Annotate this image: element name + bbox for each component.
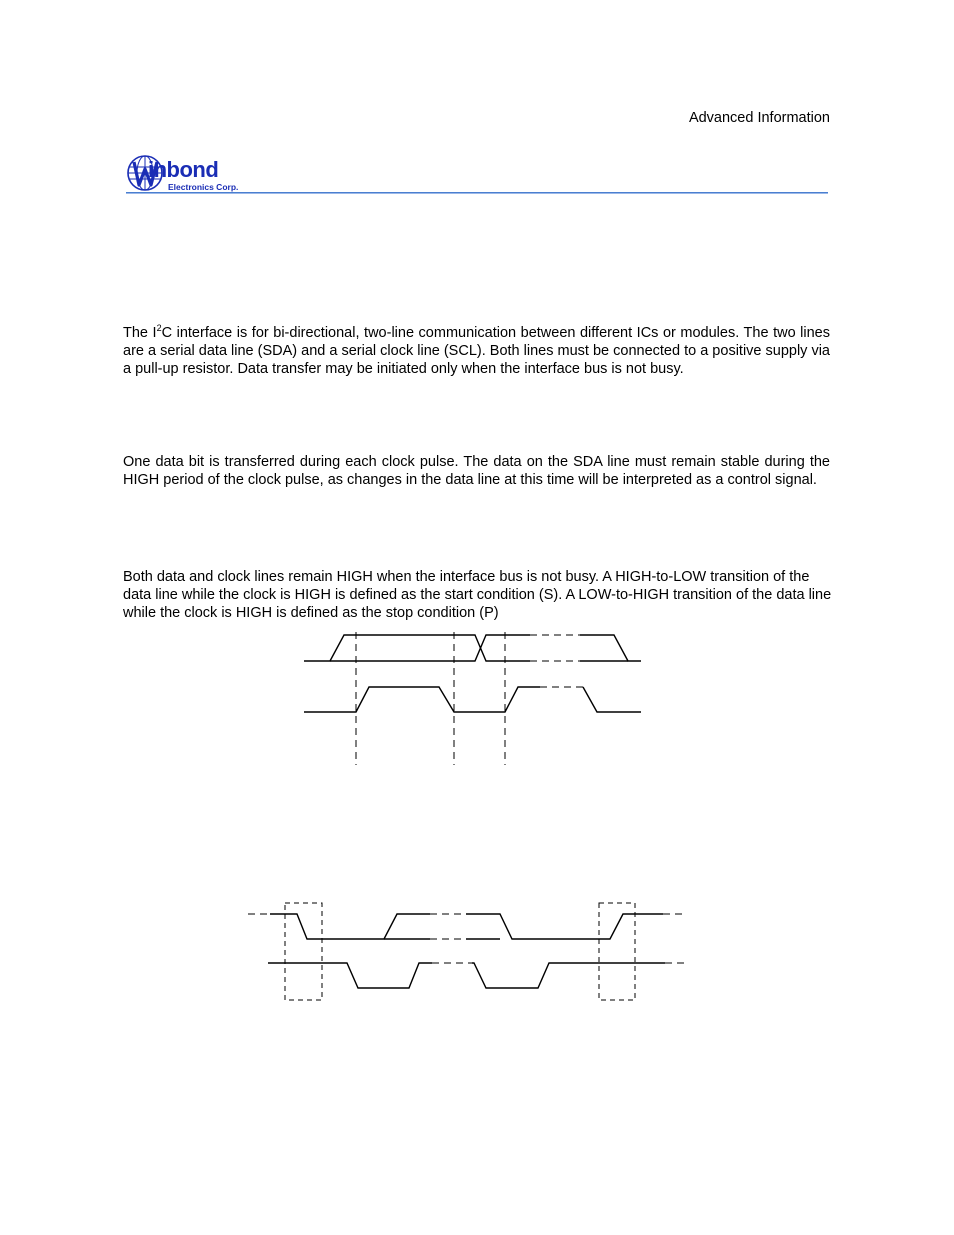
scl2-wave-b <box>472 963 665 988</box>
start-condition-box <box>285 903 322 1000</box>
sda-low-rail <box>304 635 530 661</box>
logo-subtitle: Electronics Corp. <box>168 182 239 192</box>
p1-text-post: C interface is for bi-directional, two-line communication between different ICs or modules. The two lines are a serial data line (SDA) and a serial clock line (SCL). Both lines must be connected to a positive supply via a pull-up resistor. Data transfer may be initiated only when the interface bus is not busy. <box>123 325 831 377</box>
p1-text-pre: The I <box>123 325 157 341</box>
sda2-mid <box>466 914 663 939</box>
logo-wordmark: inbond <box>148 157 219 182</box>
p1-superscript: 2 <box>156 323 162 334</box>
scl2-wave-a <box>268 963 432 988</box>
bit-transfer-diagram <box>304 632 641 765</box>
sda-high-rail <box>330 635 530 661</box>
sda-high-end <box>580 635 641 661</box>
start-stop-diagram <box>248 903 685 1000</box>
header-advanced-information: Advanced Information <box>688 110 830 126</box>
paragraph-bit-transfer: One data bit is transferred during each clock pulse. The data on the SDA line must remain stable during the HIGH period of the clock pulse, as changes in the data line at this time will be interpreted as a control signal. <box>123 454 830 488</box>
sda2-start <box>270 914 430 939</box>
scl-wave-b <box>583 687 641 712</box>
paragraph-start-stop: Both data and clock lines remain HIGH when the interface bus is not busy. A HIGH-to-LOW transition of the data line while the clock is HIGH is defined as the start condition (S). A LOW-to-HIGH transition of the data line while the clock is HIGH is defined as the stop condition (P) <box>123 569 832 621</box>
stop-condition-box <box>599 903 635 1000</box>
